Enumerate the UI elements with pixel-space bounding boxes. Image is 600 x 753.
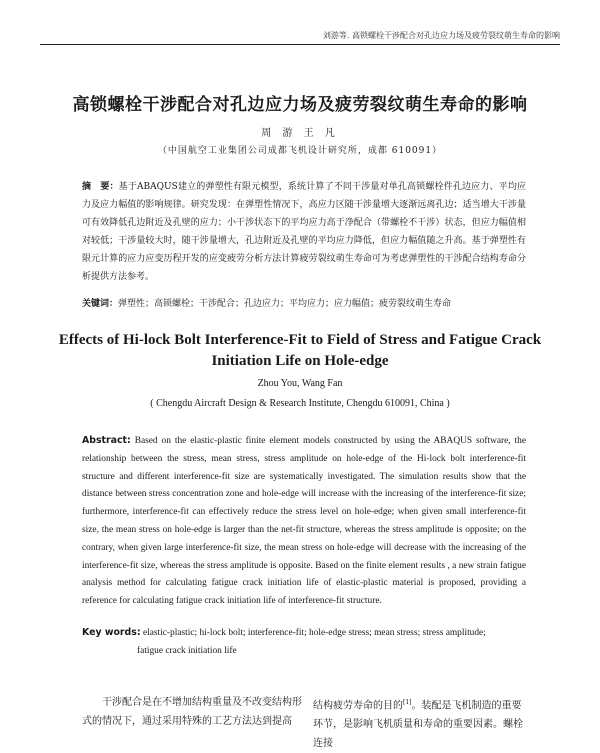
body-right-text-a: 结构疲劳寿命的目的 (313, 700, 403, 712)
english-keywords-label: Key words: (82, 627, 141, 638)
chinese-keywords (82, 295, 526, 313)
english-abstract-text: Based on the elastic-plastic finite element models constructed by using the ABAQUS software, the relationship between the stress, mean stress, stress amplitude on hole-edge of the Hi-lock bolt interference-fit structure and different interference-fit size are systematically investigated. The simulation results show that the distance between stress concentration zone and hole-edge will increase with the increasing of the interference-fit size; furthermore, interference-fit can effectively reduce the stress level on hole-edge; when given small interference-fit size, the mean stress on hole-edge is larger than the net-fit structure, whereas the stress amplitude is opposite; on the contrary, when given large interference-fit size, the mean stress on hole-edge will decrease with the increasing of the interference-fit size, whereas the stress amplitude is opposite. Based on the finite element results , a new strain fatigue analysis method for calculating fatigue crack initiation life of elastic-plastic material is proposed, providing a reference for calculating fatigue crack initiation life of interference-fit structure. (82, 436, 527, 607)
chinese-keywords-label: 关键词： (82, 299, 119, 309)
chinese-affiliation: （中国航空工业集团公司成都飞机设计研究所，成都 610091） (157, 146, 443, 156)
reference-marker: [1] (403, 699, 412, 706)
chinese-abstract (82, 178, 526, 286)
running-header: 刘游等. 高锁螺栓干涉配合对孔边应力场及疲劳裂纹萌生寿命的影响 (40, 30, 560, 45)
body-column-left: 干涉配合是在不增加结构重量及不改变结构形式的情况下，通过采用特殊的工艺方法达到提高 (82, 697, 302, 727)
english-keywords (82, 624, 526, 661)
chinese-authors: 周 游 王 凡 (261, 128, 339, 139)
english-authors: Zhou You, Wang Fan (257, 378, 343, 389)
chinese-keywords-text: 弹塑性；高锁螺栓；干涉配合；孔边应力；平均应力；应力幅值；疲劳裂纹萌生寿命 (118, 299, 452, 309)
english-title: Effects of Hi-lock Bolt Interference-Fit to Field of Stress and Fatigue Crack Initiation Life on Hole-edge (58, 332, 542, 369)
english-keywords-line1: elastic-plastic; hi-lock bolt; interference-fit; hole-edge stress; mean stress; stress amplitude; (142, 628, 486, 638)
english-keywords-line2: fatigue crack initiation life (137, 645, 237, 656)
english-abstract-label: Abstract: (82, 435, 131, 446)
chinese-title: 高锁螺栓干涉配合对孔边应力场及疲劳裂纹萌生寿命的影响 (72, 95, 528, 115)
chinese-abstract-text: 基于ABAQUS建立的弹塑性有限元模型，系统计算了不同干涉量对单孔高锁螺栓件孔边应力、平均应力及应力幅值的影响规律。研究发现：在弹塑性情况下，高应力区随干涉量增大逐渐远离孔边；适当增大干涉量可有效降低孔边附近及孔壁的应力；小干涉状态下的平均应力高于净配合（带螺栓不干涉）状态，但应力幅值相对较低；干涉量较大时，随干涉量增大，孔边附近及孔壁的平均应力降低，但应力幅值随之升高。基于弹塑性有限元计算的应力应变历程开发的应变疲劳分析方法计算疲劳裂纹萌生寿命可为考虑弹塑性的干涉配合结构寿命分析提供方法参考。 (82, 182, 526, 282)
chinese-abstract-label: 摘 要： (82, 182, 119, 192)
body-column-right (313, 693, 526, 753)
body-right-text-b: 。装配是飞机制造的重要环节，是影响飞机质量和寿命的重要因素。螺栓连接 (313, 700, 523, 750)
english-abstract (82, 432, 526, 611)
english-affiliation: ( Chengdu Aircraft Design & Research Institute, Chengdu 610091, China ) (150, 398, 450, 409)
